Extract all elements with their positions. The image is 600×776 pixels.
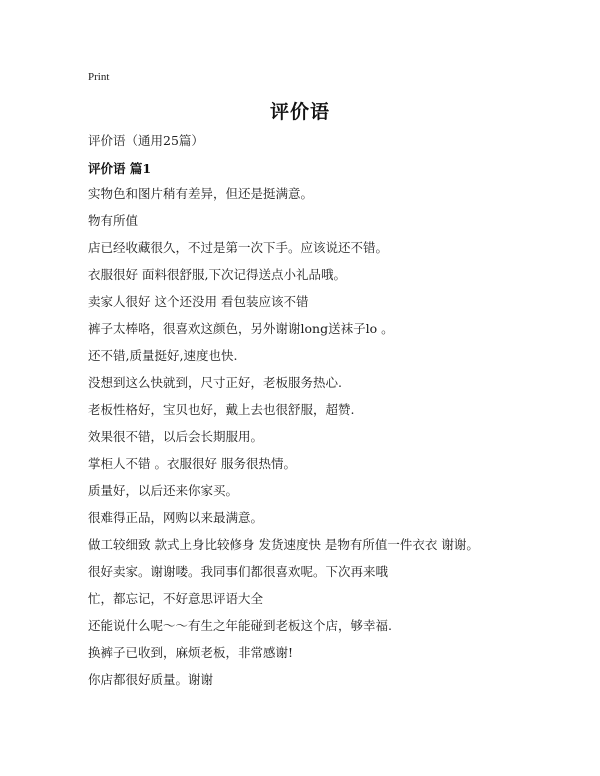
review-line: 做工较细致 款式上身比较修身 发货速度快 是物有所值一件衣衣 谢谢。	[88, 537, 479, 552]
page-title: 评价语	[269, 101, 330, 123]
review-list	[88, 183, 568, 696]
review-line: 你店都很好质量。谢谢	[88, 672, 214, 687]
review-line: 还能说什么呢～～有生之年能碰到老板这个店，够幸福.	[88, 618, 392, 633]
review-line: 质量好，以后还来你家买。	[88, 483, 239, 498]
review-line: 物有所值	[88, 213, 139, 228]
review-line: 实物色和图片稍有差异，但还是挺满意。	[88, 186, 314, 201]
review-line: 裤子太棒咯，很喜欢这颜色，另外谢谢long送袜子lo 。	[88, 321, 394, 336]
document-subtitle: 评价语（通用25篇）	[88, 133, 204, 148]
review-line: 很难得正品，网购以来最满意。	[88, 510, 264, 525]
review-line: 卖家人很好 这个还没用 看包装应该不错	[88, 294, 309, 309]
review-line: 衣服很好 面料很舒服,下次记得送点小礼品哦。	[88, 267, 346, 282]
review-line: 换裤子已收到，麻烦老板，非常感谢!	[88, 645, 294, 660]
review-line: 还不错,质量挺好,速度也快.	[88, 348, 238, 363]
review-line: 忙，都忘记，不好意思评语大全	[88, 591, 264, 606]
review-line: 很好卖家。谢谢喽。我同事们都很喜欢呢。下次再来哦	[88, 564, 389, 579]
review-line: 老板性格好，宝贝也好，戴上去也很舒服，超赞.	[88, 402, 355, 417]
print-label: Print	[88, 71, 110, 83]
review-line: 效果很不错，以后会长期服用。	[88, 429, 264, 444]
section-heading: 评价语 篇1	[88, 161, 152, 176]
review-line: 没想到这么快就到，尺寸正好，老板服务热心.	[88, 375, 342, 390]
review-line: 掌柜人不错 。衣服很好 服务很热情。	[88, 456, 296, 471]
review-line: 店已经收藏很久，不过是第一次下手。应该说还不错。	[88, 240, 389, 255]
